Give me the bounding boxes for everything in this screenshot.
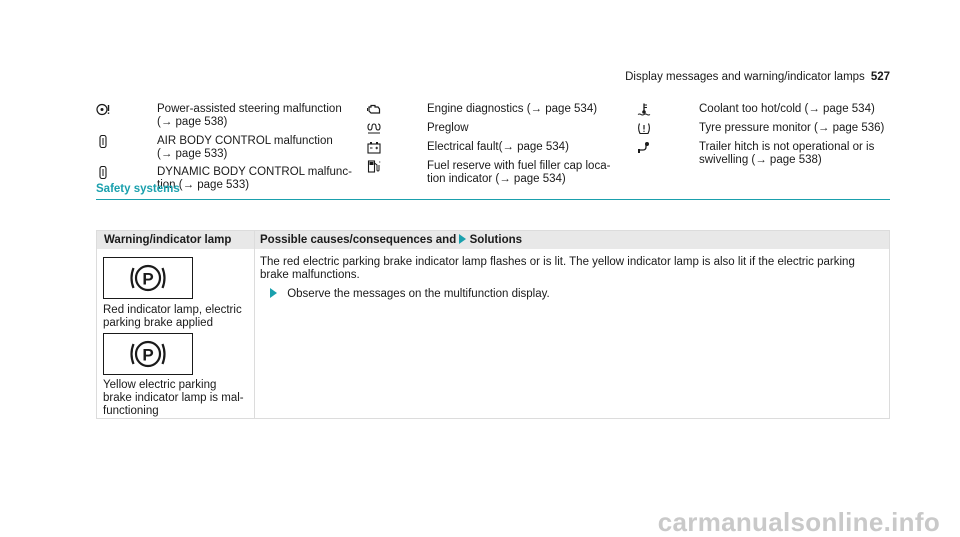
indicator-electrical-text bbox=[427, 141, 569, 154]
engine-diagnostics-icon bbox=[367, 103, 381, 116]
table-header-lamp-label: Warning/indicator lamp bbox=[104, 234, 232, 246]
action-item bbox=[270, 288, 550, 301]
indicator-coolant-line1: Coolant too hot/cold (→ page 534) bbox=[699, 103, 875, 115]
indicator-air-body-line2: (→ page 533) bbox=[157, 148, 228, 160]
lamp-red-line2: parking brake applied bbox=[103, 317, 213, 329]
description-line1: The red electric parking brake indicator lamp flashes or is lit. The yellow indicator lamp is also lit if the electric parking bbox=[260, 256, 855, 268]
indicator-dynamic-body-line2: tion (→ page 533) bbox=[157, 179, 250, 191]
indicator-preglow-text bbox=[427, 122, 469, 135]
indicator-trailer-line2: swivelling (→ page 538) bbox=[699, 154, 822, 166]
battery-icon bbox=[367, 141, 381, 154]
body-control-icon bbox=[96, 166, 110, 179]
indicator-dynamic-body-text bbox=[157, 166, 352, 192]
parking-brake-red-icon bbox=[103, 257, 193, 299]
table-header-solutions-label: Solutions bbox=[469, 234, 523, 246]
watermark: carmanualsonline.info bbox=[657, 507, 940, 537]
page-header bbox=[625, 71, 890, 84]
table-column-divider bbox=[254, 231, 255, 418]
description-line2: brake malfunctions. bbox=[260, 269, 360, 281]
lamp-yellow-text bbox=[103, 379, 244, 418]
indicator-steering-line2: (→ page 538) bbox=[157, 116, 228, 128]
table-header-lamp bbox=[97, 231, 254, 249]
indicator-tyre-line1: Tyre pressure monitor (→ page 536) bbox=[699, 122, 885, 134]
tyre-pressure-icon bbox=[637, 122, 651, 135]
indicator-fuel-line2: tion indicator (→ page 534) bbox=[427, 173, 566, 185]
section-title: Safety systems bbox=[96, 183, 180, 195]
indicator-trailer-text bbox=[699, 141, 874, 167]
indicator-air-body-text bbox=[157, 135, 333, 161]
indicator-air-body-line1: AIR BODY CONTROL malfunction bbox=[157, 135, 333, 147]
lamp-yellow-line2: brake indicator lamp is mal- bbox=[103, 392, 244, 404]
steering-warning-icon bbox=[96, 103, 110, 116]
indicator-fuel-text bbox=[427, 160, 610, 186]
description-text bbox=[260, 256, 855, 282]
table-header-causes-label: Possible causes/consequences and bbox=[260, 234, 457, 246]
coolant-temperature-icon bbox=[637, 103, 651, 116]
indicator-steering-text bbox=[157, 103, 342, 129]
trailer-hitch-icon bbox=[637, 141, 651, 154]
lamp-yellow-line3: functioning bbox=[103, 405, 159, 417]
svg-text:P: P bbox=[142, 345, 154, 365]
indicator-engine-text bbox=[427, 103, 597, 116]
svg-text:P: P bbox=[142, 269, 154, 289]
lamp-red-text bbox=[103, 304, 242, 330]
indicator-trailer-line1: Trailer hitch is not operational or is bbox=[699, 141, 875, 153]
parking-brake-yellow-icon bbox=[103, 333, 193, 375]
play-arrow-icon bbox=[459, 234, 466, 244]
indicator-preglow-line1: Preglow bbox=[427, 122, 469, 134]
indicator-steering-line1: Power-assisted steering malfunction bbox=[157, 103, 342, 115]
lamp-red-line1: Red indicator lamp, electric bbox=[103, 304, 242, 316]
page-number: 527 bbox=[870, 71, 890, 83]
indicator-fuel-line1: Fuel reserve with fuel filler cap loca- bbox=[427, 160, 611, 172]
lamp-yellow-line1: Yellow electric parking bbox=[103, 379, 217, 391]
air-suspension-icon bbox=[96, 135, 110, 148]
action-arrow-icon bbox=[270, 288, 277, 298]
indicator-dynamic-body-line1: DYNAMIC BODY CONTROL malfunc- bbox=[157, 166, 352, 178]
indicator-engine-line1: Engine diagnostics (→ page 534) bbox=[427, 103, 598, 115]
indicator-coolant-text bbox=[699, 103, 875, 116]
action-text: Observe the messages on the multifunction display. bbox=[287, 288, 550, 300]
indicator-tyre-text bbox=[699, 122, 884, 135]
table-header-causes bbox=[255, 231, 889, 249]
section-divider bbox=[96, 199, 890, 200]
indicator-electrical-line1: Electrical fault(→ page 534) bbox=[427, 141, 569, 153]
safety-systems-table bbox=[96, 230, 890, 419]
preglow-icon bbox=[367, 122, 381, 135]
fuel-pump-icon bbox=[367, 160, 381, 173]
page-header-title: Display messages and warning/indicator lamps bbox=[625, 71, 865, 83]
